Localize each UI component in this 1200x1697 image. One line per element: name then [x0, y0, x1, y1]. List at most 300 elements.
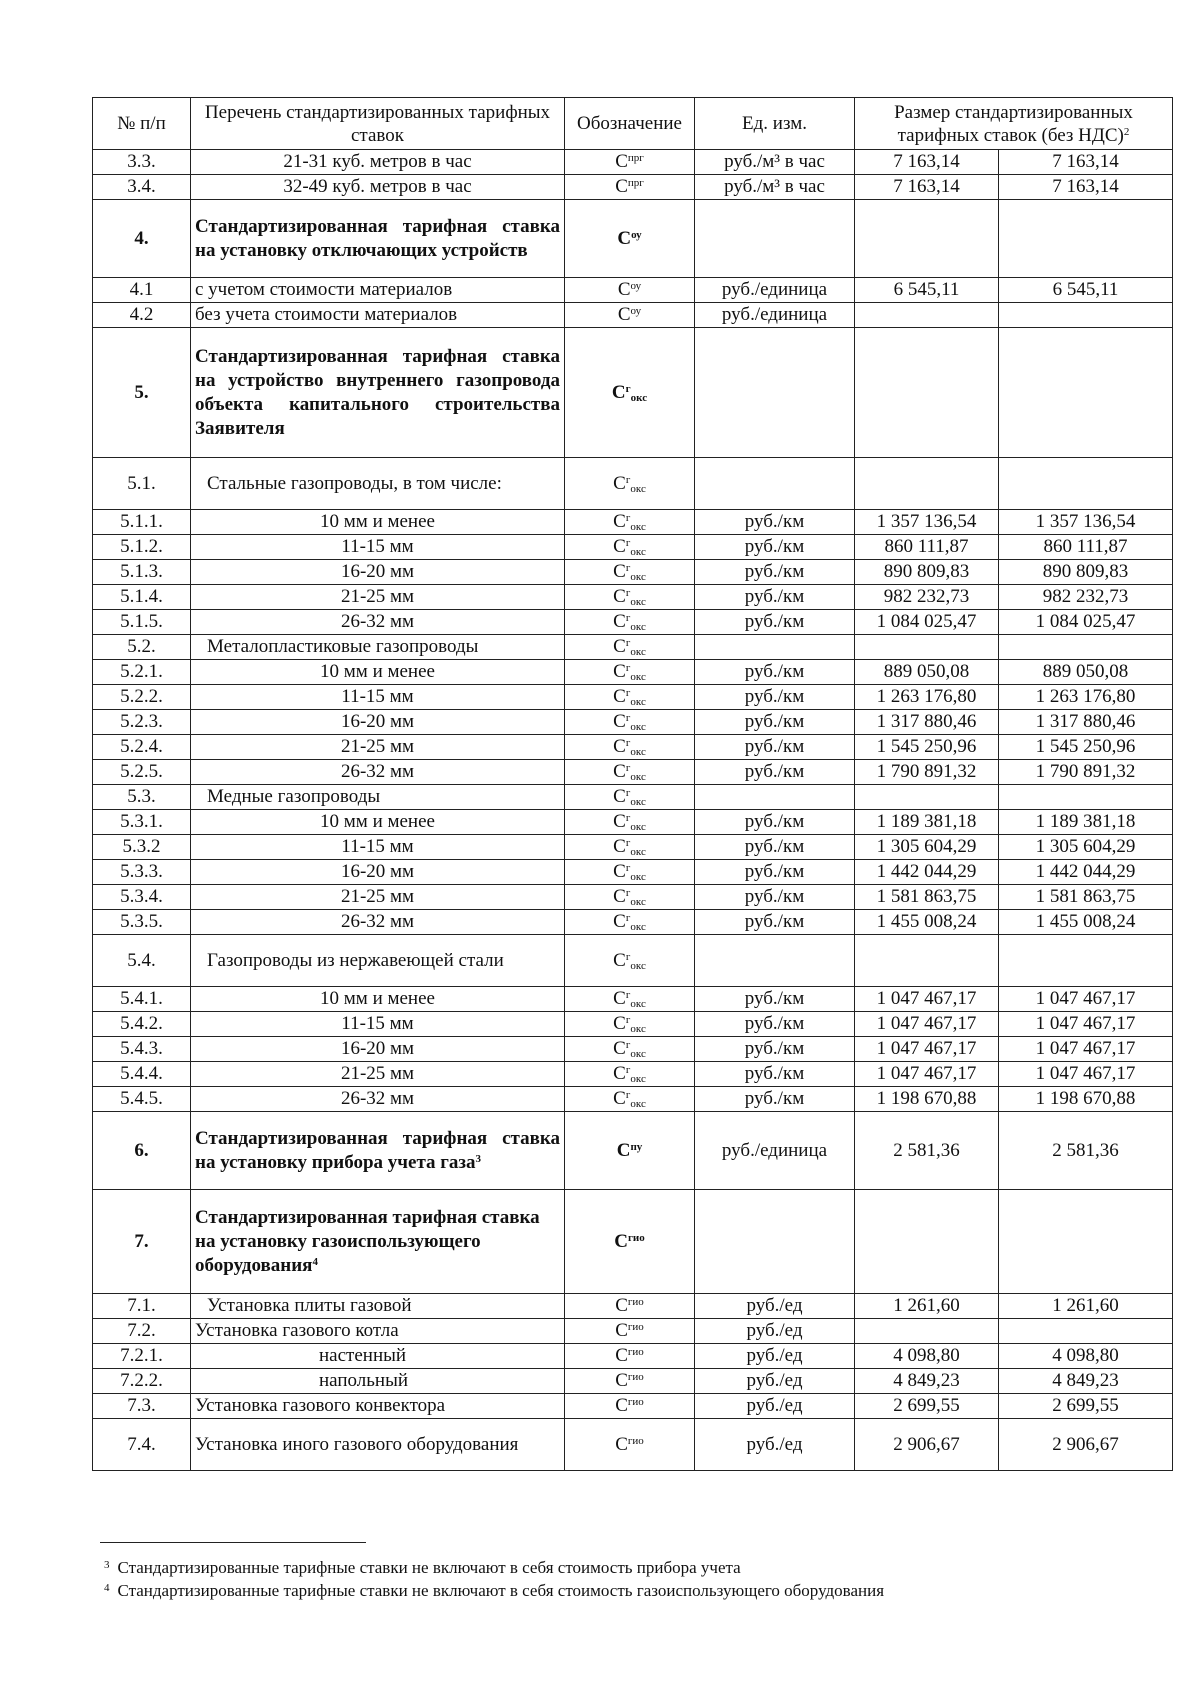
symbol-letter: C — [613, 536, 626, 557]
header-unit: Ед. изм. — [695, 98, 855, 150]
cell-value-2: 1 442 044,29 — [999, 860, 1173, 885]
table-row — [93, 458, 1173, 510]
table-row — [93, 610, 1173, 635]
symbol-superscript: прг — [627, 177, 644, 189]
cell-unit: руб./км — [695, 760, 855, 785]
cell-value-1: 982 232,73 — [855, 585, 999, 610]
cell-unit: руб./км — [695, 1037, 855, 1062]
header-size — [855, 98, 1173, 150]
cell-value-1: 7 163,14 — [855, 150, 999, 175]
symbol-superscript: оу — [631, 228, 642, 241]
cell-name-text: Стальные газопроводы, в том числе: — [207, 472, 502, 494]
symbol-superscript: г — [625, 912, 631, 924]
cell-unit: руб./км — [695, 910, 855, 935]
cell-name — [191, 535, 565, 560]
cell-name-text: 16-20 мм — [340, 561, 415, 582]
table-row — [93, 1319, 1173, 1344]
table-row — [93, 810, 1173, 835]
cell-value-2: 1 790 891,32 — [999, 760, 1173, 785]
table-row — [93, 910, 1173, 935]
cell-num: 7.2. — [93, 1319, 191, 1344]
cell-symbol — [565, 735, 695, 760]
cell-symbol — [565, 610, 695, 635]
cell-value-2: 1 047 467,17 — [999, 1062, 1173, 1087]
table-row — [93, 1344, 1173, 1369]
cell-name — [191, 810, 565, 835]
cell-value-1: 6 545,11 — [855, 278, 999, 303]
cell-value-2: 889 050,08 — [999, 660, 1173, 685]
cell-value-2: 890 809,83 — [999, 560, 1173, 585]
table-row — [93, 510, 1173, 535]
cell-value-2 — [999, 785, 1173, 810]
cell-symbol — [565, 810, 695, 835]
cell-symbol — [565, 835, 695, 860]
cell-value-2: 1 263 176,80 — [999, 685, 1173, 710]
symbol-letter: C — [613, 1063, 626, 1084]
cell-value-1: 1 545 250,96 — [855, 735, 999, 760]
table-row — [93, 1112, 1173, 1190]
header-size-note: 2 — [1123, 125, 1130, 138]
cell-num: 3.3. — [93, 150, 191, 175]
cell-name-text: 26-32 мм — [340, 911, 415, 932]
cell-unit: руб./ед — [695, 1319, 855, 1344]
cell-num: 5. — [93, 328, 191, 458]
cell-num: 7.2.1. — [93, 1344, 191, 1369]
symbol-subscript: окс — [630, 696, 646, 708]
cell-unit: руб./км — [695, 885, 855, 910]
symbol-letter: C — [613, 1013, 626, 1034]
cell-name-text: Газопроводы из нержавеющей стали — [207, 949, 504, 971]
cell-value-2: 1 455 008,24 — [999, 910, 1173, 935]
table-row — [93, 735, 1173, 760]
cell-name — [191, 1087, 565, 1112]
symbol-subscript: окс — [630, 821, 646, 833]
cell-name-text: 21-25 мм — [340, 1063, 415, 1084]
symbol-superscript: гио — [627, 1371, 644, 1383]
cell-name — [191, 560, 565, 585]
symbol-superscript: г — [625, 662, 631, 674]
cell-name-text: 21-25 мм — [340, 736, 415, 757]
cell-name-text: 16-20 мм — [340, 711, 415, 732]
cell-symbol — [565, 1037, 695, 1062]
symbol-letter: C — [613, 736, 626, 757]
cell-value-1: 1 047 467,17 — [855, 1012, 999, 1037]
cell-unit — [695, 1190, 855, 1294]
cell-symbol — [565, 910, 695, 935]
cell-value-1: 1 317 880,46 — [855, 710, 999, 735]
cell-value-2: 1 047 467,17 — [999, 1012, 1173, 1037]
symbol-superscript: г — [625, 537, 631, 549]
cell-name — [191, 660, 565, 685]
cell-symbol — [565, 935, 695, 987]
cell-name-text: Установка иного газового оборудования — [195, 1433, 519, 1455]
symbol-superscript: пу — [630, 1140, 643, 1153]
cell-num: 5.3.1. — [93, 810, 191, 835]
cell-symbol — [565, 685, 695, 710]
footnote-separator — [100, 1542, 366, 1543]
table-row — [93, 1062, 1173, 1087]
table-row — [93, 860, 1173, 885]
cell-num: 5.1. — [93, 458, 191, 510]
cell-name — [191, 1394, 565, 1419]
cell-value-2 — [999, 303, 1173, 328]
symbol-letter: C — [613, 1088, 626, 1109]
tariff-table — [92, 97, 1173, 1471]
cell-unit: руб./м³ в час — [695, 175, 855, 200]
cell-num: 5.2.2. — [93, 685, 191, 710]
cell-unit: руб./единица — [695, 303, 855, 328]
symbol-subscript: окс — [630, 482, 646, 495]
cell-name-text: 11-15 мм — [341, 536, 414, 557]
cell-name — [191, 860, 565, 885]
symbol-letter: C — [615, 176, 628, 197]
cell-name-text: Медные газопроводы — [207, 786, 381, 807]
cell-symbol — [565, 635, 695, 660]
symbol-letter: C — [613, 586, 626, 607]
cell-value-2: 7 163,14 — [999, 175, 1173, 200]
cell-num: 7.3. — [93, 1394, 191, 1419]
cell-value-2: 2 699,55 — [999, 1394, 1173, 1419]
cell-name-text: напольный — [319, 1370, 409, 1391]
symbol-superscript: гио — [627, 1434, 644, 1447]
cell-num: 7.1. — [93, 1294, 191, 1319]
footnote-ref: 4 — [312, 1255, 318, 1268]
cell-unit: руб./единица — [695, 1112, 855, 1190]
cell-symbol — [565, 150, 695, 175]
cell-name-text: без учета стоимости материалов — [195, 304, 458, 325]
table-row — [93, 200, 1173, 278]
cell-name — [191, 885, 565, 910]
cell-name — [191, 735, 565, 760]
cell-name — [191, 1037, 565, 1062]
cell-symbol — [565, 585, 695, 610]
symbol-letter: C — [613, 786, 626, 807]
symbol-subscript: окс — [630, 1048, 646, 1060]
cell-unit: руб./км — [695, 585, 855, 610]
cell-symbol — [565, 535, 695, 560]
cell-symbol — [565, 1012, 695, 1037]
cell-value-2: 1 317 880,46 — [999, 710, 1173, 735]
cell-value-2 — [999, 635, 1173, 660]
cell-name-text: 21-31 куб. метров в час — [283, 151, 472, 172]
symbol-subscript: окс — [630, 771, 646, 783]
cell-num: 5.2.3. — [93, 710, 191, 735]
cell-num: 5.1.1. — [93, 510, 191, 535]
cell-num: 6. — [93, 1112, 191, 1190]
cell-symbol — [565, 1344, 695, 1369]
cell-value-1: 1 047 467,17 — [855, 987, 999, 1012]
cell-unit — [695, 935, 855, 987]
table-row — [93, 835, 1173, 860]
cell-name — [191, 1294, 565, 1319]
symbol-superscript: г — [625, 382, 631, 395]
cell-name-text: Стандартизированная тарифная ставка на устройство внутреннего газопровода объекта капитального строительства Заявителя — [195, 345, 560, 439]
cell-unit: руб./ед — [695, 1369, 855, 1394]
symbol-subscript: окс — [630, 896, 646, 908]
cell-name — [191, 760, 565, 785]
symbol-superscript: г — [625, 1039, 631, 1051]
symbol-superscript: г — [625, 473, 631, 486]
cell-name-text: Стандартизированная тарифная ставка на установку отключающих устройств — [195, 215, 560, 261]
cell-unit: руб./единица — [695, 278, 855, 303]
cell-name — [191, 710, 565, 735]
cell-value-2: 4 849,23 — [999, 1369, 1173, 1394]
symbol-subscript: окс — [630, 546, 646, 558]
cell-unit — [695, 635, 855, 660]
cell-unit: руб./км — [695, 510, 855, 535]
symbol-letter: C — [613, 686, 626, 707]
cell-value-1: 1 305 604,29 — [855, 835, 999, 860]
cell-value-2: 1 084 025,47 — [999, 610, 1173, 635]
cell-unit: руб./ед — [695, 1294, 855, 1319]
cell-value-1 — [855, 303, 999, 328]
cell-value-1 — [855, 328, 999, 458]
symbol-superscript: г — [625, 837, 631, 849]
cell-name — [191, 1319, 565, 1344]
cell-name-text: 32-49 куб. метров в час — [283, 176, 472, 197]
cell-symbol — [565, 860, 695, 885]
cell-value-2: 1 581 863,75 — [999, 885, 1173, 910]
symbol-subscript: окс — [630, 571, 646, 583]
symbol-subscript: окс — [630, 391, 648, 404]
cell-num: 5.3. — [93, 785, 191, 810]
cell-num: 4.1 — [93, 278, 191, 303]
cell-name — [191, 1112, 565, 1190]
cell-num: 5.1.3. — [93, 560, 191, 585]
cell-name-text: 11-15 мм — [341, 1013, 414, 1034]
cell-symbol — [565, 303, 695, 328]
cell-name-text: Установка газового конвектора — [195, 1395, 446, 1416]
cell-value-1: 1 263 176,80 — [855, 685, 999, 710]
cell-name — [191, 1190, 565, 1294]
cell-name-text: 21-25 мм — [340, 586, 415, 607]
symbol-subscript: окс — [630, 646, 646, 658]
cell-name-text: 26-32 мм — [340, 761, 415, 782]
symbol-letter: C — [615, 1345, 628, 1366]
table-row — [93, 560, 1173, 585]
symbol-superscript: прг — [627, 152, 644, 164]
cell-name — [191, 150, 565, 175]
symbol-subscript: окс — [630, 746, 646, 758]
header-symbol: Обозначение — [565, 98, 695, 150]
cell-value-2 — [999, 1190, 1173, 1294]
cell-unit — [695, 458, 855, 510]
cell-unit: руб./км — [695, 1062, 855, 1087]
cell-symbol — [565, 987, 695, 1012]
cell-name — [191, 200, 565, 278]
symbol-letter: C — [611, 381, 626, 403]
cell-unit: руб./ед — [695, 1344, 855, 1369]
table-row — [93, 635, 1173, 660]
symbol-subscript: окс — [630, 671, 646, 683]
cell-num: 5.3.4. — [93, 885, 191, 910]
cell-symbol — [565, 1394, 695, 1419]
cell-symbol — [565, 1062, 695, 1087]
cell-symbol — [565, 1369, 695, 1394]
cell-name — [191, 635, 565, 660]
symbol-subscript: окс — [630, 871, 646, 883]
cell-num: 5.4. — [93, 935, 191, 987]
cell-name — [191, 1344, 565, 1369]
cell-value-1 — [855, 1319, 999, 1344]
cell-symbol — [565, 200, 695, 278]
cell-unit: руб./км — [695, 610, 855, 635]
cell-value-1: 1 581 863,75 — [855, 885, 999, 910]
cell-name-text: 26-32 мм — [340, 611, 415, 632]
symbol-subscript: окс — [630, 921, 646, 933]
footnote-4 — [104, 1578, 884, 1601]
cell-num: 5.4.5. — [93, 1087, 191, 1112]
header-size-text: Размер стандартизированных тарифных ставок (без НДС) — [894, 101, 1133, 146]
cell-value-1 — [855, 935, 999, 987]
symbol-superscript: г — [625, 989, 631, 1001]
table-body — [93, 150, 1173, 1471]
cell-value-2 — [999, 458, 1173, 510]
cell-value-2: 1 047 467,17 — [999, 987, 1173, 1012]
footnote-mark: 3 — [104, 1559, 110, 1571]
cell-value-1: 7 163,14 — [855, 175, 999, 200]
cell-num: 5.4.1. — [93, 987, 191, 1012]
symbol-subscript: окс — [630, 521, 646, 533]
header-num: № п/п — [93, 98, 191, 150]
cell-num: 5.3.5. — [93, 910, 191, 935]
symbol-letter: C — [613, 949, 626, 971]
table-header-row — [93, 98, 1173, 150]
symbol-subscript: окс — [630, 1098, 646, 1110]
cell-symbol — [565, 1112, 695, 1190]
footnote-ref: 3 — [475, 1152, 482, 1165]
cell-symbol — [565, 1419, 695, 1471]
cell-unit: руб./м³ в час — [695, 150, 855, 175]
cell-num: 5.4.4. — [93, 1062, 191, 1087]
symbol-subscript: окс — [630, 846, 646, 858]
cell-value-2: 860 111,87 — [999, 535, 1173, 560]
table-row — [93, 660, 1173, 685]
table-row — [93, 585, 1173, 610]
footnote-text: Стандартизированные тарифные ставки не включают в себя стоимость прибора учета — [117, 1558, 741, 1577]
symbol-superscript: оу — [630, 280, 642, 292]
cell-num: 4.2 — [93, 303, 191, 328]
cell-value-2: 1 357 136,54 — [999, 510, 1173, 535]
cell-value-1: 1 047 467,17 — [855, 1037, 999, 1062]
cell-unit: руб./км — [695, 710, 855, 735]
symbol-letter: C — [613, 1038, 626, 1059]
symbol-letter: C — [615, 1295, 628, 1316]
table-row — [93, 328, 1173, 458]
cell-name-text: Установка газового котла — [195, 1320, 399, 1341]
table-row — [93, 987, 1173, 1012]
cell-unit: руб./км — [695, 835, 855, 860]
symbol-superscript: г — [625, 562, 631, 574]
symbol-letter: C — [613, 911, 626, 932]
table-row — [93, 935, 1173, 987]
cell-name — [191, 987, 565, 1012]
cell-symbol — [565, 278, 695, 303]
symbol-letter: C — [613, 472, 626, 494]
cell-num: 5.2.4. — [93, 735, 191, 760]
cell-num: 7. — [93, 1190, 191, 1294]
cell-name — [191, 328, 565, 458]
cell-unit — [695, 328, 855, 458]
cell-value-2: 7 163,14 — [999, 150, 1173, 175]
cell-value-1: 860 111,87 — [855, 535, 999, 560]
cell-symbol — [565, 1294, 695, 1319]
symbol-superscript: г — [625, 812, 631, 824]
cell-symbol — [565, 710, 695, 735]
cell-name — [191, 510, 565, 535]
cell-name-text: 16-20 мм — [340, 1038, 415, 1059]
cell-value-1: 1 198 670,88 — [855, 1087, 999, 1112]
cell-unit: руб./км — [695, 987, 855, 1012]
cell-value-2: 1 189 381,18 — [999, 810, 1173, 835]
cell-value-1: 2 906,67 — [855, 1419, 999, 1471]
cell-value-1: 1 084 025,47 — [855, 610, 999, 635]
cell-name — [191, 303, 565, 328]
cell-name-text: настенный — [319, 1345, 407, 1366]
table-row — [93, 885, 1173, 910]
cell-unit — [695, 200, 855, 278]
cell-value-2 — [999, 328, 1173, 458]
cell-symbol — [565, 760, 695, 785]
symbol-superscript: г — [625, 512, 631, 524]
cell-name — [191, 1062, 565, 1087]
cell-value-1: 2 581,36 — [855, 1112, 999, 1190]
table-row — [93, 1369, 1173, 1394]
symbol-letter: C — [613, 811, 626, 832]
symbol-subscript: окс — [630, 1073, 646, 1085]
cell-unit: руб./км — [695, 735, 855, 760]
cell-num: 5.4.2. — [93, 1012, 191, 1037]
cell-value-1: 1 047 467,17 — [855, 1062, 999, 1087]
cell-value-1 — [855, 458, 999, 510]
symbol-subscript: окс — [630, 596, 646, 608]
symbol-letter: C — [613, 761, 626, 782]
symbol-letter: C — [617, 227, 632, 249]
cell-value-1: 1 442 044,29 — [855, 860, 999, 885]
cell-num: 7.2.2. — [93, 1369, 191, 1394]
cell-value-2: 6 545,11 — [999, 278, 1173, 303]
table-row — [93, 175, 1173, 200]
cell-symbol — [565, 175, 695, 200]
cell-value-1 — [855, 785, 999, 810]
cell-name — [191, 1012, 565, 1037]
symbol-letter: C — [613, 836, 626, 857]
cell-value-1: 1 189 381,18 — [855, 810, 999, 835]
cell-symbol — [565, 785, 695, 810]
symbol-superscript: г — [625, 787, 631, 799]
cell-unit: руб./км — [695, 810, 855, 835]
footnote-3 — [104, 1555, 741, 1578]
symbol-superscript: г — [625, 712, 631, 724]
cell-symbol — [565, 1190, 695, 1294]
symbol-subscript: окс — [630, 621, 646, 633]
symbol-letter: C — [615, 1395, 628, 1416]
cell-value-1: 890 809,83 — [855, 560, 999, 585]
cell-name — [191, 685, 565, 710]
cell-unit: руб./км — [695, 1087, 855, 1112]
cell-name — [191, 458, 565, 510]
cell-value-1: 4 098,80 — [855, 1344, 999, 1369]
cell-unit — [695, 785, 855, 810]
cell-name-text: Установка плиты газовой — [207, 1295, 412, 1316]
table-row — [93, 535, 1173, 560]
header-name: Перечень стандартизированных тарифных ставок — [191, 98, 565, 150]
cell-num: 3.4. — [93, 175, 191, 200]
symbol-letter: C — [617, 279, 631, 300]
cell-value-2: 1 047 467,17 — [999, 1037, 1173, 1062]
cell-symbol — [565, 458, 695, 510]
symbol-superscript: гио — [627, 1231, 645, 1244]
